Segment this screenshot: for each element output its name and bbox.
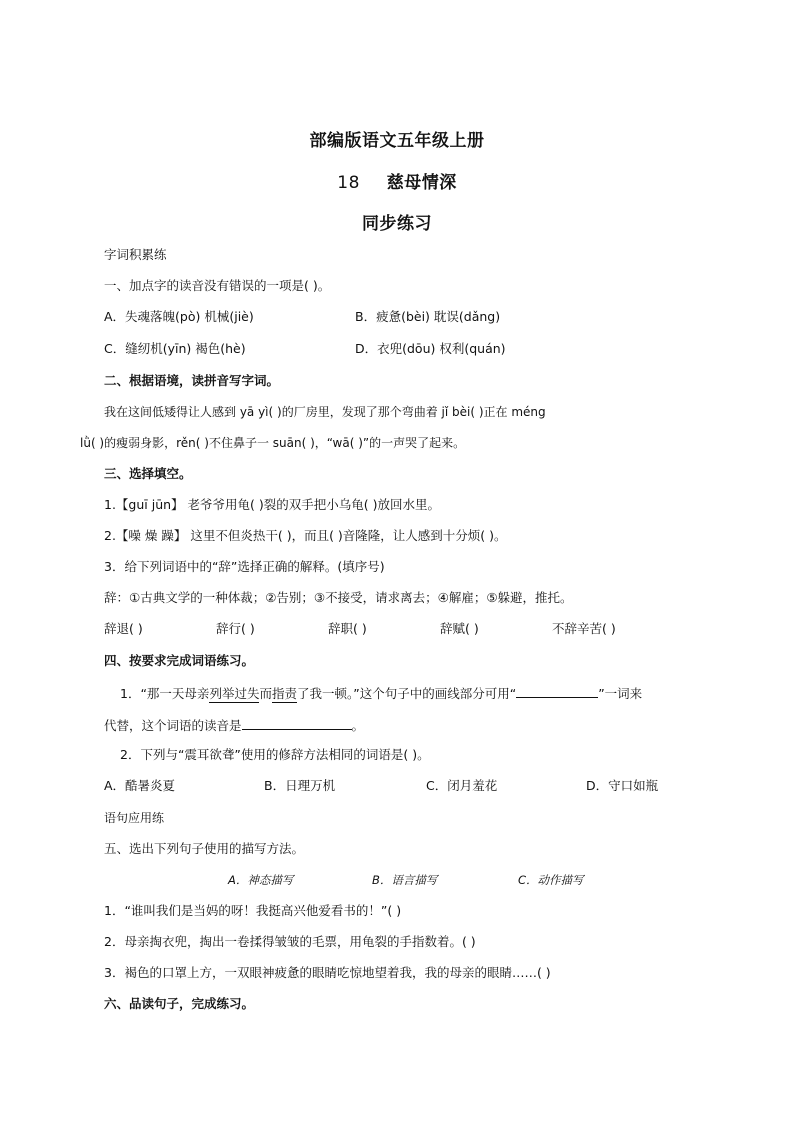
q4-underlined-phrase-1: 列举过失 <box>209 686 260 701</box>
q5-item-2: 2．母亲掏衣兜，掏出一卷揉得皱皱的毛票，用龟裂的手指数着。( ) <box>104 934 476 949</box>
q2-stem: 二、根据语境，读拼音写字词。 <box>104 373 280 388</box>
q4-option-a: A．酷暑炎夏 <box>104 778 176 793</box>
q3-stem: 三、选择填空。 <box>104 466 192 481</box>
q3-word-4: 辞赋( ) <box>440 621 479 636</box>
q5-option-b: B．语言描写 <box>372 873 438 887</box>
lesson-heading <box>0 168 794 193</box>
q3-item-1: 1.【guī jūn】 老爷爷用龟( )裂的双手把小乌龟( )放回水里。 <box>104 497 440 512</box>
q1-option-b: B．疲惫(bèi) 耽误(dǎng) <box>355 309 501 324</box>
q5-stem: 五、选出下列句子使用的描写方法。 <box>104 841 305 856</box>
q3-word-2: 辞行( ) <box>216 621 255 636</box>
lesson-title: 慈母情深 <box>386 173 457 193</box>
section-word-heading: 字词积累练 <box>104 247 167 262</box>
q4-answer-blank-1[interactable] <box>516 684 598 698</box>
q4-item-1 <box>120 684 642 703</box>
q6-stem: 六、品读句子，完成练习。 <box>104 996 255 1011</box>
q5-option-a: A．神态描写 <box>228 873 294 887</box>
lesson-number: 18 <box>337 173 360 193</box>
q2-passage-line-2: lǜ( )的瘦弱身影，rěn( )不住鼻子一 suān( )，“wā( )”的一声哭了起来。 <box>80 436 466 450</box>
q4-option-c: C．闭月羞花 <box>426 778 498 793</box>
page-title: 部编版语文五年级上册 <box>309 131 485 151</box>
q4-item-1-line-2 <box>104 716 364 734</box>
q4-option-b: B．日理万机 <box>264 778 336 793</box>
q5-item-3: 3．褐色的口罩上方，一双眼神疲惫的眼睛吃惊地望着我，我的母亲的眼睛……( ) <box>104 965 551 980</box>
q1-option-d: D．衣兜(dōu) 权利(quán) <box>355 341 506 356</box>
q4-stem: 四、按要求完成词语练习。 <box>104 653 255 668</box>
q4-item-1-line-2-text: 代替，这个词语的读音是 <box>104 718 242 733</box>
q4-item-1-line-2-end: 。 <box>351 718 365 733</box>
q4-underlined-phrase-2: 指责 <box>271 686 297 701</box>
q5-item-1: 1．“谁叫我们是当妈的呀！我挺高兴他爱看书的！”( ) <box>104 903 402 918</box>
q4-answer-blank-2[interactable] <box>242 716 352 730</box>
section-sentence-heading: 语句应用练 <box>104 811 165 825</box>
q3-item-2: 2.【噪 燥 躁】 这里不但炎热干( )，而且( )音隆隆，让人感到十分烦( )。 <box>104 528 507 543</box>
q1-option-c: C．缝纫机(yīn) 褐色(hè) <box>104 341 246 356</box>
q3-word-5: 不辞辛苦( ) <box>552 621 616 636</box>
q4-item-1-text-b: 而 <box>259 686 272 701</box>
q2-passage-line-1: 我在这间低矮得让人感到 yā yì( )的厂房里，发现了那个弯曲着 jǐ bèi( )正在 méng <box>104 405 546 419</box>
q1-stem: 一、加点字的读音没有错误的一项是( )。 <box>104 278 331 293</box>
q3-item-3-stem: 3．给下列词语中的“辞”选择正确的解释。(填序号) <box>104 559 385 574</box>
q4-item-1-text-d: ”一词来 <box>598 686 643 701</box>
q1-option-a: A．失魂落魄(pò) 机械(jiè) <box>104 309 254 324</box>
page-subtitle: 同步练习 <box>362 214 432 234</box>
q4-item-1-text-c: 了我一顿。”这个句子中的画线部分可用“ <box>296 686 517 701</box>
q4-item-2-stem: 2．下列与“震耳欲聋”使用的修辞方法相同的词语是( )。 <box>120 747 430 762</box>
q4-option-d: D．守口如瓶 <box>586 778 659 793</box>
q5-option-c: C．动作描写 <box>518 873 584 887</box>
q3-item-3-definitions: 辞：①古典文学的一种体裁；②告别；③不接受，请求离去；④解雇；⑤躲避，推托。 <box>104 590 573 605</box>
q3-word-3: 辞职( ) <box>328 621 367 636</box>
q3-word-1: 辞退( ) <box>104 621 143 636</box>
q4-item-1-text-a: 1．“那一天母亲 <box>120 686 210 701</box>
